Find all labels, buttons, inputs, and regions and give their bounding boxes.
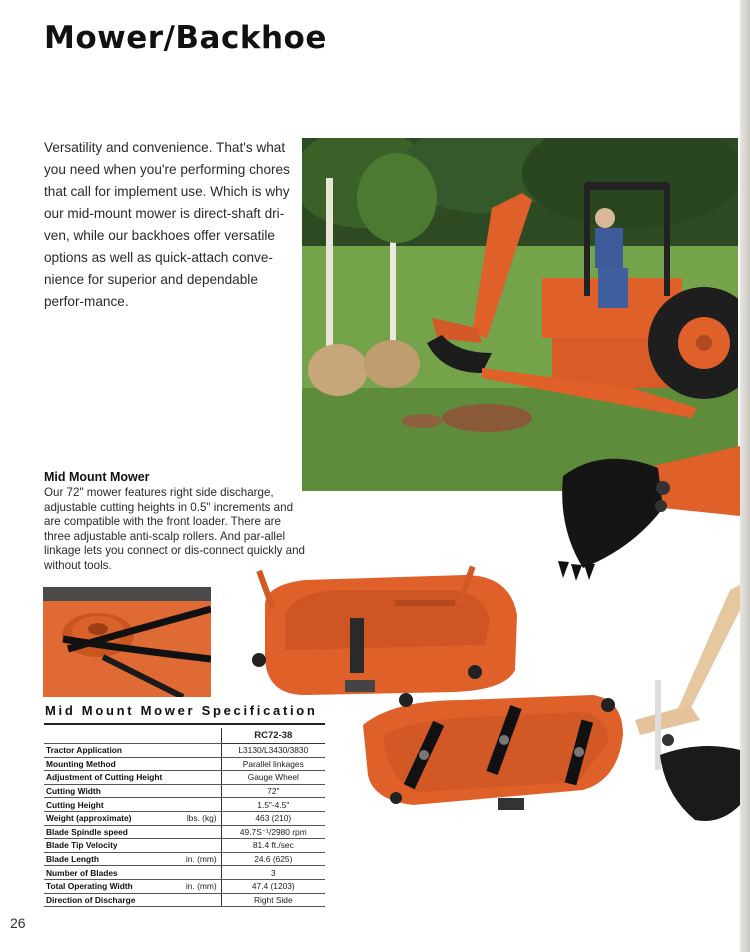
spec-row [44,798,325,812]
spec-row [44,784,325,798]
spec-value: Parallel linkages [221,757,325,771]
spec-unit [184,866,221,880]
spec-row [44,879,325,893]
spec-label: Mounting Method [44,757,184,771]
spec-unit [184,825,221,839]
spec-value: 47.4 (1203) [221,879,325,893]
spec-row [44,811,325,825]
spec-value: 72" [221,784,325,798]
spec-row [44,893,325,907]
spec-row [44,771,325,785]
mid-mount-heading: Mid Mount Mower [44,470,150,484]
spec-label: Blade Tip Velocity [44,839,184,853]
spec-unit [184,771,221,785]
spec-value: 49.7S⁻¹/2980 rpm [221,825,325,839]
backhoe-arm-image [630,580,740,830]
pulley-belt-photo [43,587,211,697]
page-number: 26 [10,915,26,931]
spec-unit [184,839,221,853]
spec-label: Blade Spindle speed [44,825,184,839]
mower-deck-underside-image [358,680,628,820]
spec-divider [44,723,325,725]
spec-label: Weight (approximate) [44,811,184,825]
spec-value: 81.4 ft./sec [221,839,325,853]
spec-label: Cutting Height [44,798,184,812]
spec-model-header: RC72-38 [221,728,325,744]
spec-label: Number of Blades [44,866,184,880]
spec-value: 1.5"-4.5" [221,798,325,812]
spec-unit [184,798,221,812]
spec-header-blank [44,728,184,744]
tractor-backhoe-photo [302,138,738,491]
spec-unit [184,757,221,771]
spec-row [44,757,325,771]
intro-paragraph: Versatility and convenience. That's what you need when you're performing chores that call for implement use. Which is why our mid-mount mower is direct-shaft dri-ven, while our backhoes offer versatile options as well as quick-attach conve-nience for superior and dependable perfor-mance. [44,140,290,309]
spec-row [44,852,325,866]
page-title: Mower/Backhoe [44,20,327,56]
spec-row [44,839,325,853]
spec-label: Cutting Width [44,784,184,798]
mid-mount-description: Our 72" mower features right side discharge, adjustable cutting heights in 0.5" increments and are compatible with the front loader. There are three adjustable anti-scalp rollers. And par-allel linkage lets you connect or dis-connect quickly and without tools. [44,486,306,572]
spec-title: Mid Mount Mower Specification [45,703,318,718]
spec-label: Blade Length [44,852,184,866]
spec-unit [184,784,221,798]
spec-row [44,744,325,758]
spec-label: Tractor Application [44,744,184,758]
spec-header-row [44,728,325,744]
spec-header-blank [184,728,221,744]
mower-deck-top-image [245,560,517,695]
spec-value: 3 [221,866,325,880]
spec-unit [184,893,221,907]
spec-value: Right Side [221,893,325,907]
spec-unit: lbs. (kg) [184,811,221,825]
spec-label: Total Operating Width [44,879,184,893]
spec-row [44,866,325,880]
page-edge [740,0,750,952]
spec-label: Direction of Discharge [44,893,184,907]
spec-row [44,825,325,839]
spec-table [44,728,325,907]
spec-value: 24.6 (625) [221,852,325,866]
spec-unit [184,744,221,758]
backhoe-bucket-image [553,446,740,581]
spec-label: Adjustment of Cutting Height [44,771,184,785]
spec-unit: in. (mm) [184,852,221,866]
spec-value: Gauge Wheel [221,771,325,785]
spec-value: L3130/L3430/3830 [221,744,325,758]
spec-unit: in. (mm) [184,879,221,893]
spec-value: 463 (210) [221,811,325,825]
